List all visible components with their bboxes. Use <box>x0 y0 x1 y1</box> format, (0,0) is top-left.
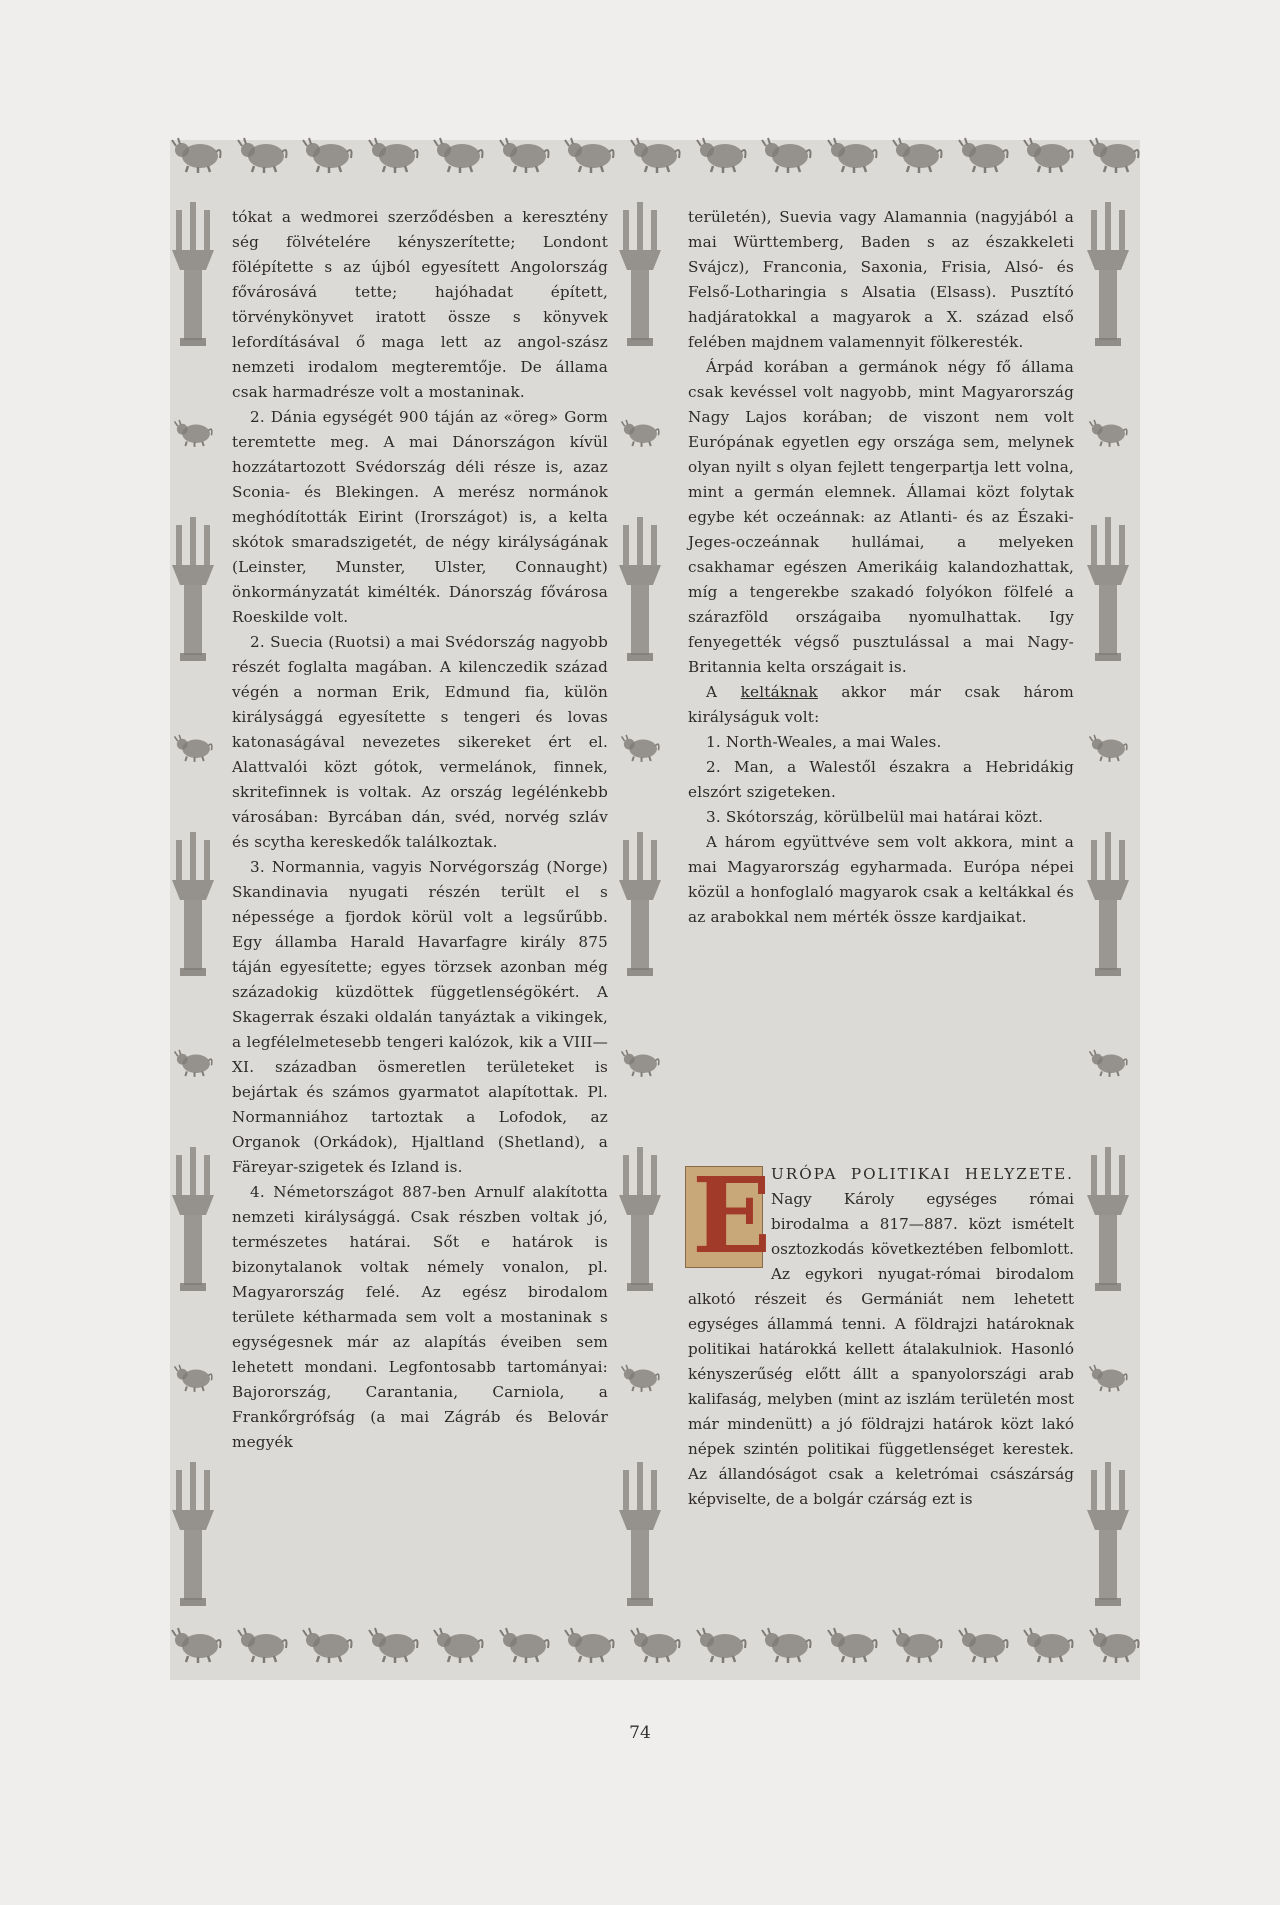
paragraph: 4. Németországot 887-ben Arnulf alakította nemzeti királysággá. Csak részben voltak jó, természetes határai. Sőt e határok is bizonytalanok voltak némely vonalon, pl. Magyarország felé. Az egész birodalom területe kétharmada sem volt a mostaninak s egységesnek már az alapítás éveiben sem lehetett mondani. Legfontosabb tartományai: Bajorország, Carantania, Carniola, a Frankőrgrófság (a mai Zágráb és Belovár megyék <box>232 1183 608 1451</box>
beast-ornament-icon <box>236 136 288 174</box>
list-item: 1. North-Weales, a mai Wales. <box>706 733 942 751</box>
beast-ornament-icon <box>1088 1361 1128 1395</box>
beast-ornament-icon <box>301 1626 353 1664</box>
tower-ornament-icon <box>617 1145 663 1295</box>
tower-ornament-icon <box>1085 1145 1131 1295</box>
beast-ornament-icon <box>301 136 353 174</box>
beast-ornament-icon <box>563 1626 615 1664</box>
left-text-column <box>232 205 608 1455</box>
beast-ornament-icon <box>1088 416 1128 450</box>
tower-ornament-icon <box>170 200 216 350</box>
page-number: 74 <box>629 1723 651 1743</box>
paragraph: 2. Suecia (Ruotsi) a mai Svédország nagyobb részét foglalta magában. A kilenczedik század végén a norman Erik, Edmund fia, külön királysággá egyesítette s tengeri és lovas katonaságával nevezetes sikereket ért el. Alattvalói közt gótok, vermelánok, finnek, skritefinnek is voltak. Az ország legélénkebb városában: Byrcában dán, svéd, norvég szláv és scytha kereskedők találkoztak. <box>232 633 608 851</box>
keltak-suffix: akkor már csak három királyságuk volt: <box>688 683 1074 726</box>
beast-ornament-icon <box>826 136 878 174</box>
tower-ornament-icon <box>1085 200 1131 350</box>
beast-ornament-icon <box>170 1626 222 1664</box>
beast-ornament-icon <box>620 1046 660 1080</box>
beast-ornament-icon <box>620 731 660 765</box>
list-item: 3. Skótország, körülbelül mai határai közt. <box>706 808 1044 826</box>
ornament-border-top <box>170 130 1140 180</box>
beast-ornament-icon <box>620 1361 660 1395</box>
tower-ornament-icon <box>170 1145 216 1295</box>
beast-ornament-icon <box>173 731 213 765</box>
beast-ornament-icon <box>173 1361 213 1395</box>
beast-ornament-icon <box>1022 136 1074 174</box>
beast-ornament-icon <box>629 1626 681 1664</box>
tower-ornament-icon <box>170 830 216 980</box>
beast-ornament-icon <box>957 136 1009 174</box>
paragraph: 3. Normannia, vagyis Norvégország (Norge) Skandinavia nyugati részén terült el s népessége a fjordok körül volt a legsűrűbb. Egy államba Harald Havarfagre király 875 táján egyesítette; egyes törzsek azonban még századokig küzdöttek függetlenségökért. A Skagerrak északi oldalán tanyáztak a vikingek, a legfélelmetesebb tengeri kalózok, kik a VIII—XI. században ösmeretlen területeket is bejártak és számos gyarmatot alapítottak. Pl. Normanniához tartoztak a Lofodok, az Organok (Orkádok), Hjaltland (Shetland), a Färeyar-szigetek és Izland is. <box>232 858 608 1176</box>
paragraph: 2. Dánia egységét 900 táján az «öreg» Gorm teremtette meg. A mai Dánországon kívül hozzátartozott Svédország déli része is, azaz Sconia- és Blekingen. A merész normánok meghódították Eirint (Irországot) is, a kelta skótok smaradszigetét, de négy királyságának (Leinster, Munster, Ulster, Connaught) önkormányzatát kimélték. Dánország fővárosa Roeskilde volt. <box>232 408 608 626</box>
beast-ornament-icon <box>760 136 812 174</box>
beast-ornament-icon <box>826 1626 878 1664</box>
keltak-prefix: A <box>706 683 741 701</box>
beast-ornament-icon <box>498 136 550 174</box>
ornament-border-right <box>1080 200 1136 1610</box>
dropcap-ornament <box>685 1154 772 1277</box>
keltak-underlined: keltáknak <box>740 683 818 701</box>
dropcap-letter: E <box>692 1154 772 1277</box>
beast-ornament-icon <box>891 136 943 174</box>
beast-ornament-icon <box>1088 1626 1140 1664</box>
ornament-border-middle <box>612 200 668 1610</box>
beast-ornament-icon <box>760 1626 812 1664</box>
tower-ornament-icon <box>1085 830 1131 980</box>
tower-ornament-icon <box>617 515 663 665</box>
beast-ornament-icon <box>695 136 747 174</box>
beast-ornament-icon <box>173 416 213 450</box>
beast-ornament-icon <box>170 136 222 174</box>
beast-ornament-icon <box>1088 136 1140 174</box>
tower-ornament-icon <box>1085 1460 1131 1610</box>
right-text-column <box>688 205 1074 930</box>
beast-ornament-icon <box>629 136 681 174</box>
beast-ornament-icon <box>620 416 660 450</box>
beast-ornament-icon <box>1088 731 1128 765</box>
beast-ornament-icon <box>1088 1046 1128 1080</box>
list-item: 2. Man, a Walestől északra a Hebridákig elszórt szigeteken. <box>688 758 1074 801</box>
tower-ornament-icon <box>1085 515 1131 665</box>
tower-ornament-icon <box>170 1460 216 1610</box>
paragraph: A három együttvéve sem volt akkora, mint a mai Magyarország egyharmada. Európa népei közül a honfoglaló magyarok csak a keltákkal és az arabokkal nem mérték össze kardjaikat. <box>688 833 1074 926</box>
beast-ornament-icon <box>432 136 484 174</box>
ornament-border-left <box>165 200 221 1610</box>
tower-ornament-icon <box>617 830 663 980</box>
ornament-border-bottom <box>170 1620 1140 1670</box>
beast-ornament-icon <box>563 136 615 174</box>
chapter-title: URÓPA POLITIKAI HELYZETE. <box>771 1165 1074 1183</box>
chapter-section <box>688 1154 1074 1512</box>
chapter-body: Nagy Károly egységes római birodalma a 817—887. közt ismételt osztozkodás következtében felbomlott. Az egykori nyugat-római birodalom alkotó részeit és Germániát nem lehetett egységes állammá tenni. A földrajzi határoknak politikai határokká kellett átalakulniok. Hasonló kényszerűség előtt állt a spanyolországi arab kalifaság, melyben (mint az iszlám területén most már mindenütt) a jó földrajzi határok közt lakó népek szintén politikai függetlenséget kerestek. Az állandóságot csak a keletrómai császárság képviselte, de a bolgár czárság ezt is <box>688 1190 1074 1508</box>
beast-ornament-icon <box>957 1626 1009 1664</box>
tower-ornament-icon <box>617 200 663 350</box>
beast-ornament-icon <box>236 1626 288 1664</box>
keltak-paragraph <box>688 680 1074 730</box>
paragraph: területén), Suevia vagy Alamannia (nagyjából a mai Württemberg, Baden s az északkeleti Svájcz), Franconia, Saxonia, Frisia, Alsó- és Felső-Lotharingia s Alsatia (Elsass). Pusztító hadjáratokkal a magyarok a X. század első felében majdnem valamennyit fölkeresték. <box>688 208 1074 351</box>
beast-ornament-icon <box>173 1046 213 1080</box>
tower-ornament-icon <box>617 1460 663 1610</box>
beast-ornament-icon <box>367 136 419 174</box>
beast-ornament-icon <box>367 1626 419 1664</box>
paragraph: tókat a wedmorei szerződésben a keresztény ség fölvételére kényszerítette; Londont fölépítette s az újból egyesített Angolország fővárosává tette; hajóhadat épített, törvénykönyvet iratott össze s könyvek lefordításával ő maga lett az angol-szász nemzeti irodalom megteremtője. De állama csak harmadrésze volt a mostaninak. <box>232 208 608 401</box>
beast-ornament-icon <box>432 1626 484 1664</box>
beast-ornament-icon <box>695 1626 747 1664</box>
tower-ornament-icon <box>170 515 216 665</box>
beast-ornament-icon <box>498 1626 550 1664</box>
beast-ornament-icon <box>891 1626 943 1664</box>
paragraph: Árpád korában a germánok négy fő állama csak kevéssel volt nagyobb, mint Magyarország Nagy Lajos korában; de viszont nem volt Európának egyetlen egy országa sem, melynek olyan nyilt s olyan fejlett tengerpartja lett volna, mint a germán elemnek. Államai közt folytak egybe két oczeánnak: az Atlanti- és az Északi-Jeges-oczeánnak hullámai, a melyeken csakhamar egészen Amerikáig kalandozhattak, míg a tengerekbe szakadó folyókon fölfelé a szárazföld országaiba nyomulhattak. Igy fenyegették végső pusztulással a mai Nagy-Britannia kelta országait is. <box>688 358 1074 676</box>
beast-ornament-icon <box>1022 1626 1074 1664</box>
